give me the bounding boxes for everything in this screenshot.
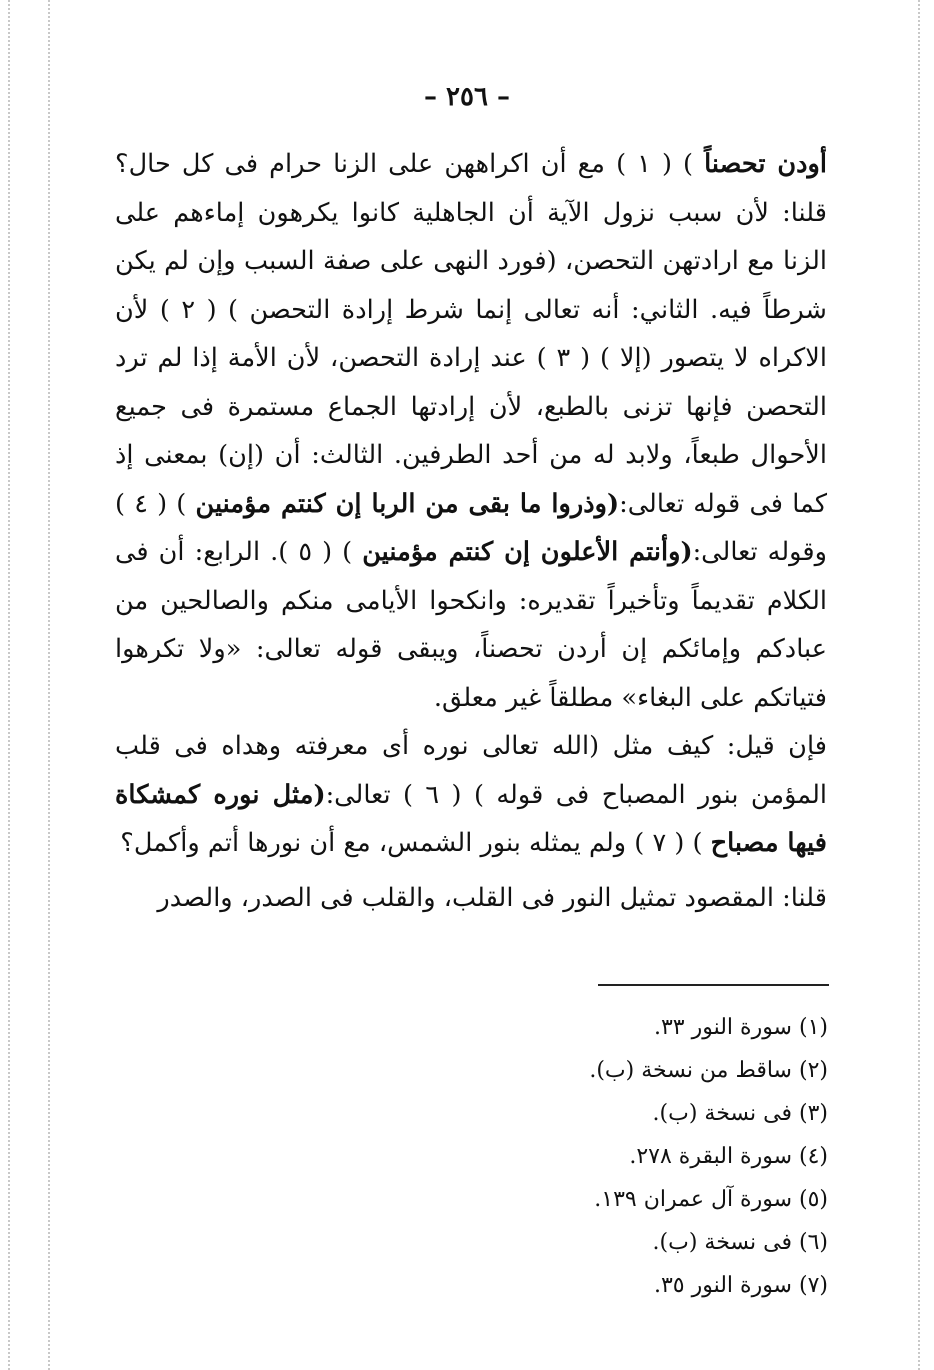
quran-quote: (مثل نوره كمشكاة فيها مصباح — [115, 779, 827, 858]
main-text — [115, 140, 827, 922]
text-run: ) ( ٤ ) وقوله تعالى: — [115, 488, 827, 567]
text-run: فإن قيل: كيف مثل (الله تعالى نوره أى معرفته وهداه فى قلب المؤمن بنور المصباح فى قوله ) ( ٦ ) تعالى: — [115, 731, 827, 810]
footnote-6: (٦) فى نسخة (ب). — [652, 1230, 828, 1255]
quran-quote: (وأنتم الأعلون إن كنتم مؤمنين — [362, 537, 693, 567]
paragraph-2 — [115, 722, 827, 868]
footnote-separator — [598, 984, 829, 986]
text-run: ) ( ٥ ). الرابع: أن فى الكلام تقديماً وتأخيراً تقديره: وانكحوا الأيامى منكم والصالحين من عبادكم وإمائكم إن أردن تحصناً، ويبقى قوله تعالى: «ولا تكرهوا فتياتكم على البغاء» مطلقاً غير معلق. — [115, 537, 827, 713]
footnote-5: (٥) سورة آل عمران ١٣٩. — [594, 1187, 828, 1212]
bold-quote: أودن تحصناً — [704, 149, 827, 179]
footnote-1: (١) سورة النور ٣٣. — [653, 1015, 828, 1040]
quran-quote: (وذروا ما بقى من الربا إن كنتم مؤمنين — [195, 488, 620, 519]
page-number: – ٢٥٦ – — [423, 82, 511, 112]
footnote-2: (٢) ساقط من نسخة (ب). — [589, 1058, 828, 1083]
scan-margin-dots-left — [8, 0, 10, 1370]
scan-margin-dots-right — [918, 0, 920, 1370]
footnote-7: (٧) سورة النور ٣٥. — [653, 1273, 828, 1298]
footnotes — [408, 1006, 828, 1307]
text-run: ) ( ٧ ) ولم يمثله بنور الشمس، مع أن نورها أتم وأكمل؟ — [120, 828, 711, 858]
footnote-4: (٤) سورة البقرة ٢٧٨. — [629, 1144, 828, 1169]
paragraph-1 — [115, 140, 827, 722]
text-run: قلنا: المقصود تمثيل النور فى القلب، والقلب فى الصدر، والصدر — [157, 882, 827, 913]
paragraph-3 — [115, 874, 827, 923]
scan-margin-dots-left-inner — [48, 0, 50, 1370]
footnote-3: (٣) فى نسخة (ب). — [652, 1101, 828, 1126]
text-run: ) ( ١ ) مع أن اكراههن على الزنا حرام فى كل حال؟ قلنا: لأن سبب نزول الآية أن الجاهلية كانوا يكرهون إماءهم على الزنا مع ارادتهن التحصن، (فورد النهى على صفة السبب وإن لم يكن شرطاً فيه. الثاني: أنه تعالى إنما شرط إرادة التحصن ) ( ٢ ) لأن الاكراه لا يتصور (إلا ) ( ٣ ) عند إرادة التحصن، لأن الأمة إذا لم ترد التحصن فإنها تزنى بالطبع، لأن إرادتها الجماع مستمرة فى جميع الأحوال طبعاً، ولابد له من أحد الطرفين. الثالث: أن (إن) بمعنى إذ كما فى قوله تعالى: — [115, 149, 828, 519]
